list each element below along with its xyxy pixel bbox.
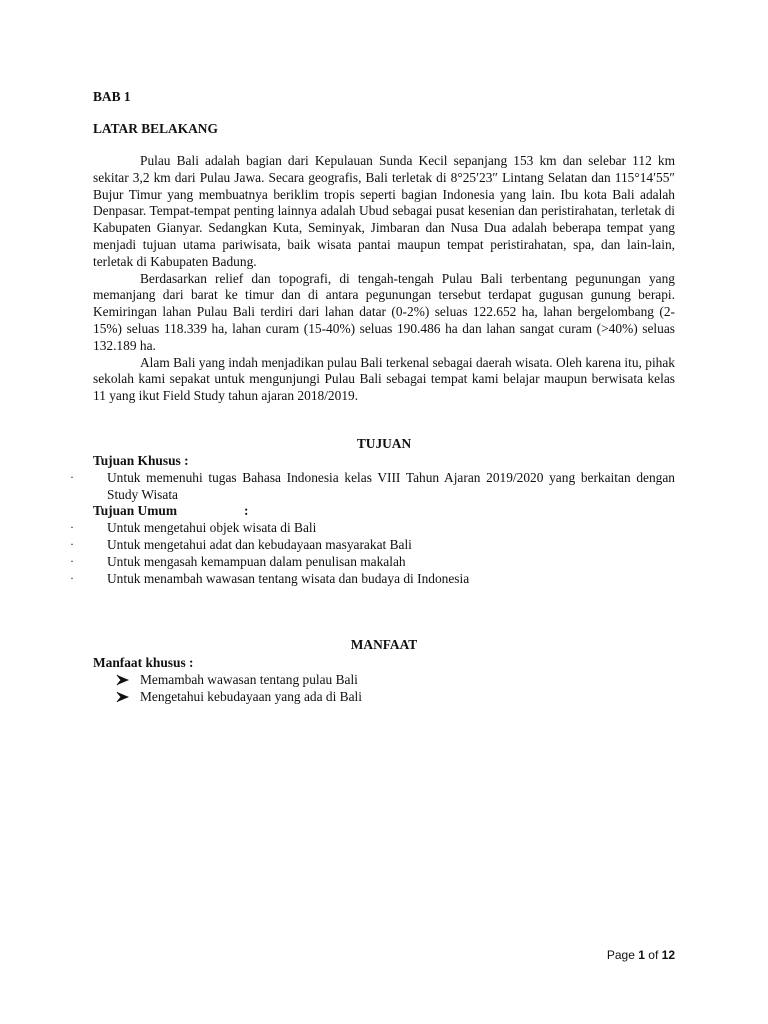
paragraph: Alam Bali yang indah menjadikan pulau Bali terkenal sebagai daerah wisata. Oleh karena itu, pihak sekolah kami sepakat untuk mengunjungi Pulau Bali sebagai tempat kami belajar maupun berwisata kelas 11 yang ikut Field Study tahun ajaran 2018/2019. <box>93 354 675 404</box>
tujuan-umum-colon: : <box>244 503 249 518</box>
page-number-footer <box>607 947 675 964</box>
list-item-text: Memambah wawasan tentang pulau Bali <box>140 672 358 687</box>
list-item-text: Untuk mengetahui adat dan kebudayaan masyarakat Bali <box>107 537 412 552</box>
bullet-dot-icon: · <box>70 470 74 484</box>
bullet-dot-icon: · <box>70 537 74 551</box>
tujuan-umum-label <box>93 503 177 520</box>
tujuan-umum-text: Tujuan Umum <box>93 503 177 518</box>
bullet-dot-icon: · <box>70 520 74 534</box>
background-body <box>93 153 675 405</box>
page-word: Page <box>606 948 635 962</box>
arrow-bullet-icon <box>116 691 130 703</box>
list-item-text: Untuk menambah wawasan tentang wisata dan budaya di Indonesia <box>107 571 470 586</box>
tujuan-khusus-label: Tujuan Khusus : <box>93 453 189 468</box>
manfaat-heading: MANFAAT <box>350 637 418 652</box>
of-word: of <box>648 948 659 962</box>
tujuan-heading: TUJUAN <box>356 436 412 451</box>
list-item-text: Untuk mengetahui objek wisata di Bali <box>107 520 317 535</box>
bullet-dot-icon: · <box>70 571 74 585</box>
paragraph: Pulau Bali adalah bagian dari Kepulauan Sunda Kecil sepanjang 153 km dan selebar 112 km sekitar 3,2 km dari Pulau Jawa. Secara geografis, Bali terletak di 8°25′23″ Lintang Selatan dan 115°14′55″ Bujur Timur yang membuatnya beriklim tropis seperti bagian Indonesia yang lain. Ibu kota Bali adalah Denpasar. Tempat-tempat penting lainnya adalah Ubud sebagai pusat kesenian dan peristirahatan, terletak di Kabupaten Gianyar. Sedangkan Kuta, Seminyak, Jimbaran dan Nusa Dua adalah beberapa tempat yang menjadi tujuan utama pariwisata, baik wisata pantai maupun tempat peristirahatan, spa, dan lain-lain, terletak di Kabupaten Badung. <box>93 153 675 269</box>
list-item-text: Untuk memenuhi tugas Bahasa Indonesia kelas VIII Tahun Ajaran 2019/2020 yang berkaitan dengan Study Wisata <box>107 470 675 502</box>
total-pages: 12 <box>661 948 675 962</box>
chapter-label: BAB 1 <box>93 89 131 104</box>
list-item-text: Mengetahui kebudayaan yang ada di Bali <box>140 689 362 704</box>
section-title: LATAR BELAKANG <box>93 121 218 136</box>
current-page: 1 <box>638 948 645 962</box>
manfaat-khusus-label: Manfaat khusus : <box>93 655 194 670</box>
arrow-bullet-icon <box>116 674 130 686</box>
paragraph: Berdasarkan relief dan topografi, di tengah-tengah Pulau Bali terbentang pegunungan yang memanjang dari barat ke timur dan di antara pegunungan tersebut terdapat gugusan gunung berapi. Kemiringan lahan Pulau Bali terdiri dari lahan datar (0-2%) seluas 122.652 ha, lahan bergelombang (2-15%) seluas 118.339 ha, lahan curam (15-40%) seluas 190.486 ha dan lahan sangat curam (>40%) seluas 132.189 ha. <box>93 270 675 353</box>
list-item-text: Untuk mengasah kemampuan dalam penulisan makalah <box>107 554 406 569</box>
bullet-dot-icon: · <box>70 554 74 568</box>
